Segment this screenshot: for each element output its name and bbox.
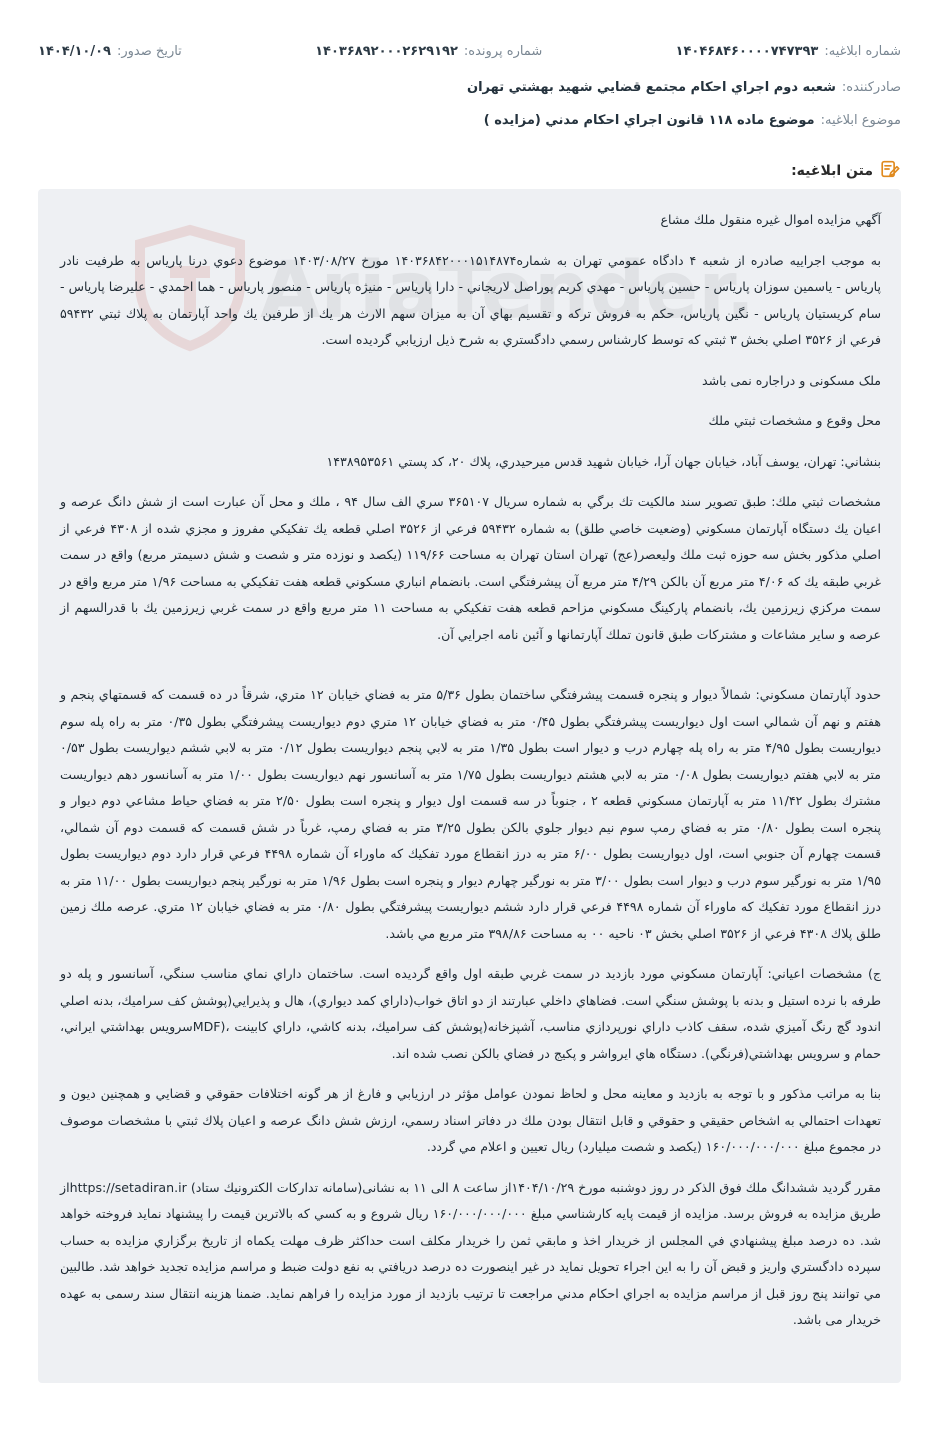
notice-meta-row	[38, 44, 901, 59]
issue-date-label: تاريخ صدور:	[117, 44, 182, 59]
subject-row	[38, 113, 901, 128]
notice-paragraph-location-heading: محل وقوع و مشخصات ثبتي ملك	[708, 413, 881, 428]
notice-paragraph-residential: ملک مسکونی و دراجاره نمی باشد	[701, 372, 881, 388]
notice-paragraph-auction-terms: مقرر گرديد ششدانگ ملك فوق الذكر در روز دوشنبه مورخ ۱۴۰۴/۱۰/۲۹از ساعت ۸ الی ۱۱ به نشانی(سامانه تداركات الكترونيك ستاد) https://setadiran.irاز طريق مزايده به فروش برسد. مزايده از قيمت پايه كارشناسي مبلغ ۱۶۰/۰۰۰/۰۰۰/۰۰۰ ريال شروع و به كسي كه بالاترين قيمت را پيشنهاد نمايد فروخته خواهد شد. ده درصد مبلغ پيشنهادي في المجلس از خريدار اخذ و مابقي ثمن را خريدار مكلف است حداكثر ظرف مهلت يكماه از تاريخ برگزاري مزايده به حساب سپرده دادگستري واريز و قبض آن را به اين اجراء تحويل نمايد در غير اينصورت ده درصد دريافتي به نفع دولت ضبط و مراسم مزايده تجديد خواهد شد. طالبين مي توانند پنج روز قبل از مراسم مزايده به اجراي احكام مدني مراجعت تا ترتيب بازديد از مورد مزايده را فراهم نمايد. ضمنا هزينه انتقال سند رسمی به عهده خریدار می باشد.	[60, 1179, 881, 1327]
notice-paragraph-valuation: بنا به مراتب مذكور و با توجه به بازديد و معاينه محل و لحاظ نمودن عوامل مؤثر در ارزيابي و فارغ از هر گونه اختلافات حقوقي و قضايي و همچنين ديون و تعهدات احتمالي به اشخاص حقيقي و حقوقي و قابل انتقال بودن ملك در دفاتر اسناد رسمي، ارزش شش دانگ عرصه و اعيان پلاك ثبتي با مشخصات موصوف در مجموع مبلغ ۱۶۰/۰۰۰/۰۰۰/۰۰۰ (يكصد و شصت ميليارد) ريال تعيين و اعلام مي گردد.	[60, 1086, 881, 1154]
note-edit-icon	[879, 158, 901, 184]
notice-paragraph-execution: به موجب اجراييه صادره از شعبه ۴ دادگاه عمومي تهران به شماره۱۴۰۳۶۸۴۲۰۰۰۱۵۱۴۸۷۴ مورخ ۱۴۰۳/۰۸/۲۷ موضوع دعوي درنا پارياس به طرفيت نادر پارياس - ياسمين سوزان پارياس - حسين پارياس - مهدي كريم پوراصل لاريجاني - دارا پارياس - منيژه پارياس - منصور پارياس - هما احمدي - عليرضا پارياس - سام كريستيان پارياس - نگين پارياس، حكم به فروش تركه و تقسيم بهاي آن به ميزان سهم الارث هر يك از طرفين يك واحد آپارتمان به پلاك ثبتي ۵۹۴۳۲ فرعي از ۳۵۲۶ اصلي بخش ۳ ثبتي كه توسط كارشناس رسمي دادگستري به شرح ذيل ارزيابي گرديده است.	[60, 252, 881, 347]
notice-number-label: شماره ابلاغيه:	[824, 44, 901, 59]
notice-paragraph-title: آگهي مزايده اموال غيره منقول ملك مشاع	[660, 212, 881, 227]
notice-paragraph-registration: مشخصات ثبتي ملك: طبق تصوير سند مالكيت تك برگي به شماره سريال ۳۶۵۱۰۷ سري الف سال ۹۴ ، ملك و محل آن عبارت است از شش دانگ عرصه و اعيان يك دستگاه آپارتمان مسكوني (وضعيت خاصي طلق) به شماره ۵۹۴۳۲ فرعي از ۳۵۲۶ اصلي قطعه يك تفكيكي مفروز و مجزي شده از ۴۳۰۸ فرعي از اصلي مذكور بخش سه حوزه ثبت ملك وليعصر(عج) تهران استان تهران به مساحت ۱۱۹/۶۶ (يكصد و نوزده متر و شصت و شش دسيمتر مربع) واقع در سمت غربي طبقه يك كه ۴/۰۶ متر مربع آن بالكن ۴/۲۹ متر مربع آن پيشرفتگي است. بانضمام انباري مسكوني قطعه هفت تفكيكي به مساحت ۱/۹۶ متر مربع واقع در سمت مركزي زيرزمين يك، بانضمام پاركينگ مسكوني مزاحم قطعه هفت تفكيكي به مساحت ۱۱ متر مربع واقع در سمت غربي زيرزمين يك با قدرالسهم از عرصه و ساير مشاعات و مشتركات طبق قانون تملك آپارتمانها و آئين نامه اجرايي آن.	[60, 494, 881, 642]
sender-label: صادرکننده:	[841, 80, 901, 95]
subject-value: موضوع ماده ۱۱۸ قانون اجراي احكام مدني (مزايده )	[483, 113, 815, 128]
notice-paragraph-building-specs: ج) مشخصات اعياني: آپارتمان مسكوني مورد بازديد در سمت غربي طبقه اول واقع گرديده است. ساختمان داراي نماي مناسب سنگي، آسانسور و پله دو طرفه با نرده استيل و بدنه با پوشش سنگي است. فضاهاي داخلي عبارتند از دو اتاق خواب(داراي كمد ديواري)، هال و پذيرايي(پوشش كف سراميك، بدنه اصلي اندود گچ رنگ آميزي شده، سقف كاذب داراي نورپردازي مناسب، آشپزخانه(پوشش كف سراميك، بدنه كاشي، داراي كابينت ،(MDFسرويس بهداشتي ايراني، حمام و سرويس بهداشتي(فرنگي). دستگاه هاي ايرواشر و پكيج در فضاي بالكن نصب شده اند.	[60, 966, 881, 1061]
notice-text-heading	[791, 158, 901, 184]
case-number-value: ۱۴۰۳۶۸۹۲۰۰۰۲۶۲۹۱۹۲	[315, 44, 458, 59]
issue-date	[38, 44, 182, 59]
notice-paragraph-boundaries: حدود آپارتمان مسكوني: شمالاً ديوار و پنجره قسمت پيشرفتگي ساختمان بطول ۵/۳۶ متر به فضاي خيابان ۱۲ متري، شرقاً در ده قسمت كه قسمتهاي پنجم و هفتم و نهم آن شمالي است اول ديواريست پيشرفتگي بطول ۰/۴۵ متر به فضاي خيابان ۱۲ متري دوم ديواريست پيشرفتگي بطول ۰/۳۵ متر به راه پله سوم ديواريست بطول ۴/۹۵ متر به راه پله چهارم درب و ديوار است بطول ۱/۳۵ متر به لابي پنجم ديواريست بطول ۰/۱۲ متر به لابي ششم ديواريست بطول ۰/۵۳ متر به لابي هفتم ديواريست بطول ۰/۰۸ متر به لابي هشتم ديواريست بطول ۱/۷۵ متر به آسانسور نهم ديواريست بطول ۱/۰۰ متر به آسانسور دهم ديواريست مشترك بطول ۱۱/۴۲ متر به آپارتمان مسكوني قطعه ۲ ، جنوباً در سه قسمت اول ديوار و پنجره است بطول ۲/۵۰ متر به فضاي حياط مشاعي دوم ديوار و پنجره است بطول ۰/۸۰ متر به فضاي رمپ سوم نيم ديوار جلوي بالكن بطول ۳/۲۵ متر به فضاي رمپ، غرباً در شش قسمت كه قسمت دوم آن شمالي، قسمت چهارم آن جنوبي است، اول ديواريست بطول ۶/۰۰ متر به درز انقطاع مورد تفكيك كه ماوراء آن شماره ۴۴۹۸ فرعي قرار دارد دوم ديواريست بطول ۱/۹۵ متر به نورگير سوم درب و ديوار است بطول ۳/۰۰ متر به نورگير چهارم ديوار و پنجره است بطول ۱/۹۶ متر به نورگير پنجم ديواريست بطول ۱۱/۰۰ متر به درز انقطاع مورد تفكيك كه ماوراء آن شماره ۴۴۹۸ فرعي قرار دارد ششم ديواريست پيشرفتگي بطول ۰/۸۰ متر به فضاي خيابان ۱۲ متري. عرصه ملك زمين طلق پلاك ۴۳۰۸ فرعي از ۳۵۲۶ اصلي بخش ۰۳ ناحيه ۰۰ به مساحت ۳۹۸/۸۶ متر مربع مي باشد.	[60, 687, 882, 941]
notice-paragraph-address: بنشاني: تهران، يوسف آباد، خيابان جهان آرا، خيابان شهيد قدس ميرحيدري، پلاك ۲۰، كد پستي ۱۴۳۸۹۵۳۵۶۱	[326, 453, 881, 469]
sender-row	[38, 80, 901, 95]
issue-date-value: ۱۴۰۴/۱۰/۰۹	[38, 44, 111, 59]
notice-text-box	[38, 189, 901, 1383]
case-number	[315, 44, 542, 59]
notice-text-heading-label: متن ابلاغيه:	[791, 163, 873, 179]
notice-number	[676, 44, 901, 59]
notice-number-value: ۱۴۰۴۶۸۴۶۰۰۰۰۷۴۷۳۹۳	[675, 44, 819, 59]
subject-label: موضوع ابلاغيه:	[820, 113, 901, 128]
case-number-label: شماره پرونده:	[463, 44, 543, 59]
sender-value: شعبه دوم اجراي احكام مجتمع قضايي شهيد بهشتي تهران	[467, 80, 836, 95]
